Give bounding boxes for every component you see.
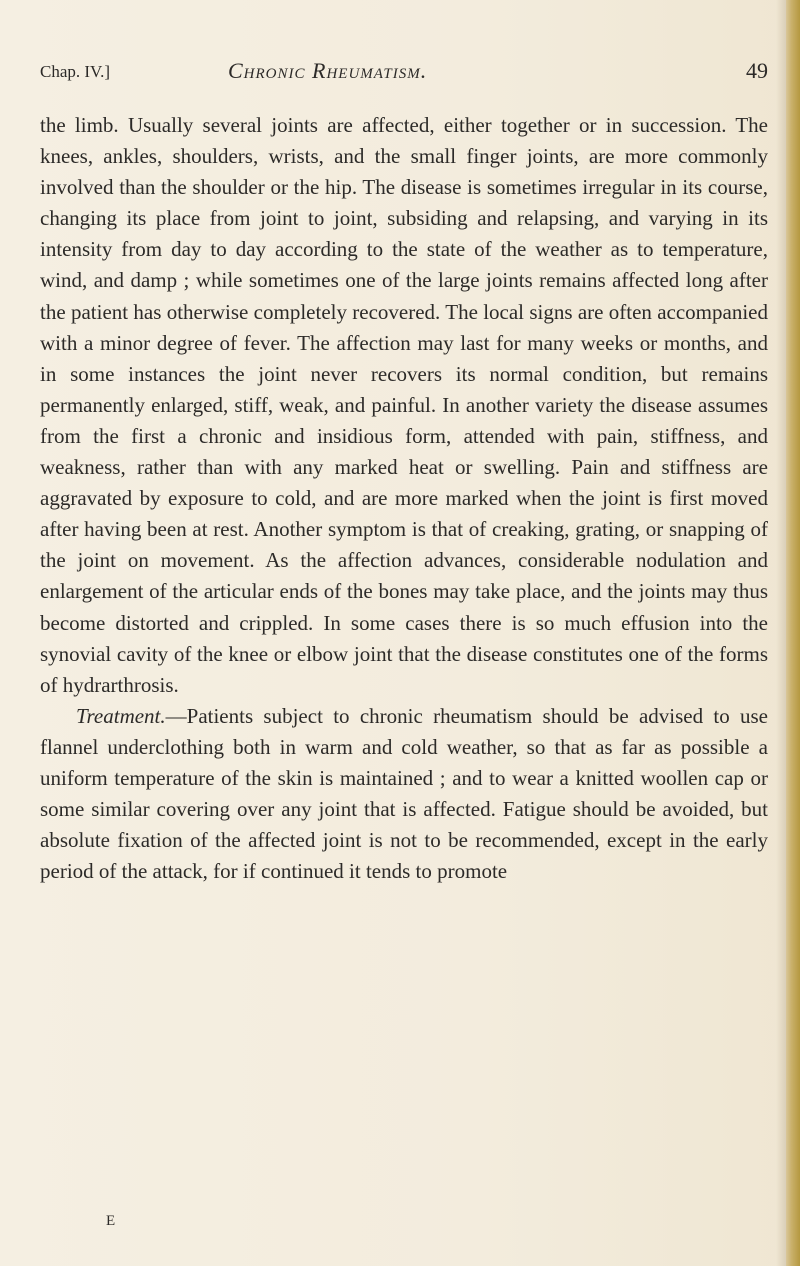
binding-shadow <box>776 0 786 1266</box>
paragraph-treatment <box>40 701 768 888</box>
book-binding-edge <box>786 0 800 1266</box>
running-title: Chronic Rheumatism. <box>228 58 428 83</box>
treatment-heading: Treatment. <box>76 703 166 728</box>
running-header <box>40 58 770 88</box>
treatment-text: —Patients subject to chronic rheumatism should be advised to use flannel underclothing both in warm and cold weather, so that as far as possible a uniform temperature of the skin is maintained ; and to wear a knitted woollen cap or some similar covering over any joint that is affected. Fatigue should be avoided, but absolute fixation of the affected joint is not to be recommended, except in the early period of the attack, for if continued it tends to promote <box>40 703 768 884</box>
signature-mark: E <box>106 1213 116 1229</box>
body-text <box>40 110 768 887</box>
page-number: 49 <box>746 58 768 83</box>
paragraph-symptoms: the limb. Usually several joints are affected, either together or in succession. The knees, ankles, shoulders, wrists, and the small finger joints, are more commonly involved than the shoulder or the hip. The disease is sometimes irregular in its course, changing its place from joint to joint, subsiding and relapsing, and varying in its intensity from day to day according to the state of the weather as to temperature, wind, and damp ; while sometimes one of the large joints remains affected long after the patient has otherwise completely recovered. The local signs are often accompanied with a minor degree of fever. The affection may last for many weeks or months, and in some instances the joint never recovers its normal condition, but remains permanently enlarged, stiff, weak, and painful. In another variety the disease assumes from the first a chronic and insidious form, attended with pain, stiffness, and weakness, rather than with any marked heat or swelling. Pain and stiffness are aggravated by exposure to cold, and are more marked when the joint is first moved after having been at rest. Another symptom is that of creaking, grating, or snapping of the joint on movement. As the affection advances, considerable nodulation and enlargement of the articular ends of the bones may take place, and the joints may thus become distorted and crippled. In some cases there is so much effusion into the synovial cavity of the knee or elbow joint that the disease constitutes one of the forms of hydrarthrosis. <box>40 113 768 697</box>
chapter-label: Chap. IV.] <box>40 62 111 81</box>
